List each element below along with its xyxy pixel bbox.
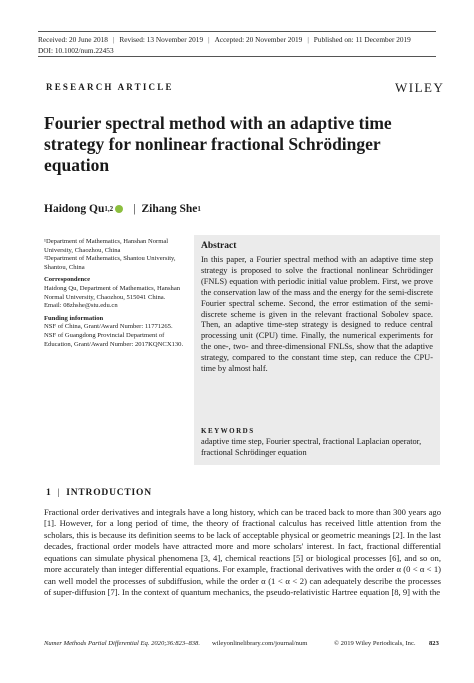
correspondence-email[interactable]: Email: 08zhshe@stu.edu.cn — [44, 302, 118, 310]
author-list — [44, 203, 201, 215]
orcid-icon[interactable] — [115, 205, 123, 213]
funding-heading: Funding information — [44, 314, 104, 322]
section-number: 1 — [46, 488, 52, 498]
journal-url[interactable]: wileyonlinelibrary.com/journal/num — [212, 640, 308, 647]
author-affiliation-mark: 1 — [197, 205, 201, 213]
article-type-label: RESEARCH ARTICLE — [46, 82, 174, 92]
paper-title: Fourier spectral method with an adaptive time strategy for nonlinear fractional Schrödinger equation — [44, 113, 392, 175]
publication-dates: Received: 20 June 2018 | Revised: 13 November 2019 | Accepted: 20 November 2019 | Published on: 11 December 2019 — [38, 35, 416, 44]
funding-text: NSF of China, Grant/Award Number: 11771265. NSF of Guangdong Provincial Department of Education, Grant/Award Number: 2017KQNCX130. — [44, 323, 184, 348]
revised-date: Revised: 13 November 2019 — [119, 35, 204, 44]
correspondence-text: Haidong Qu, Department of Mathematics, Hanshan Normal University, Chaozhou, 515041 China. — [44, 284, 181, 301]
received-date: Received: 20 June 2018 — [38, 35, 108, 44]
doi-link[interactable]: DOI: 10.1002/num.22453 — [38, 46, 114, 55]
author-name[interactable]: Haidong Qu — [44, 203, 105, 215]
affiliations-sidebar — [44, 238, 184, 349]
abstract-heading: Abstract — [201, 241, 237, 251]
keywords-heading: KEYWORDS — [201, 427, 255, 435]
published-date: Published on: 11 December 2019 — [313, 35, 411, 44]
affiliation: ¹Department of Mathematics, Hanshan Normal University, Chaozhou, China — [44, 238, 169, 254]
section-title: INTRODUCTION — [66, 488, 152, 498]
journal-citation: Numer Methods Partial Differential Eq. 2020;36:823–838. — [44, 640, 200, 647]
copyright-notice: © 2019 Wiley Periodicals, Inc. — [334, 640, 416, 647]
section-separator: | — [57, 488, 61, 498]
introduction-paragraph: Fractional order derivatives and integrals have a long history, which can be traced back to more than 300 years ago [1]. However, for a long period of time, the theory of fractional calculus has received little attention from the scholars, this is because its definition seems to be lack of acceptable physical or geometric meanings [2]. In the last decades, fractional order models have attracted more and more scholars' interest. In fact, fractional differential equations can simulate physical phenomena [3, 4], chemical reactions [5] or biological processes [6], and so on, more accurately than integer differential equations. For example, fractional derivatives with the order α (0 < α < 1) can well model the processes of subdiffusion, while the order α (1 < α < 2) can adequately describe the processes of super-diffusion [7]. In the context of quantum mechanics, the pseudo-relativistic Hartree equation [8, 9] with the — [44, 507, 441, 598]
affiliation: ²Department of Mathematics, Shantou University, Shantou, China — [44, 255, 176, 271]
section-heading — [46, 488, 152, 498]
publisher-logo: WILEY — [395, 80, 445, 95]
publication-history-bar — [38, 31, 436, 57]
page-footer — [44, 640, 440, 647]
author-separator: | — [133, 203, 136, 215]
author-name[interactable]: Zihang She — [141, 203, 198, 215]
keywords-list: adaptive time step, Fourier spectral, fractional Laplacian operator, fractional Schrödinger equation — [201, 437, 422, 457]
correspondence-heading: Correspondence — [44, 276, 91, 284]
abstract-text: In this paper, a Fourier spectral method with an adaptive time step strategy is proposed to solve the fractional nonlinear Schrödinger (FNLS) equation with periodic initial value problem. First, we prove the conservation law of the mass and the energy for the semi-discrete Fourier spectral scheme. Second, the error estimation of the semi-discrete scheme is given in the relevant fractional Sobolev space. Then, an adaptive time-step strategy is designed to reduce central processing unit (CPU) time. Finally, the numerical experiments for the one-, two- and three-dimensional FNLSs, show that the adaptive strategy, compared to the constant time step, can reduce the CPU-time by almost half. — [201, 255, 433, 374]
accepted-date: Accepted: 20 November 2019 — [214, 35, 303, 44]
author-affiliation-mark: 1,2 — [104, 205, 114, 213]
page-number: 823 — [429, 640, 439, 647]
